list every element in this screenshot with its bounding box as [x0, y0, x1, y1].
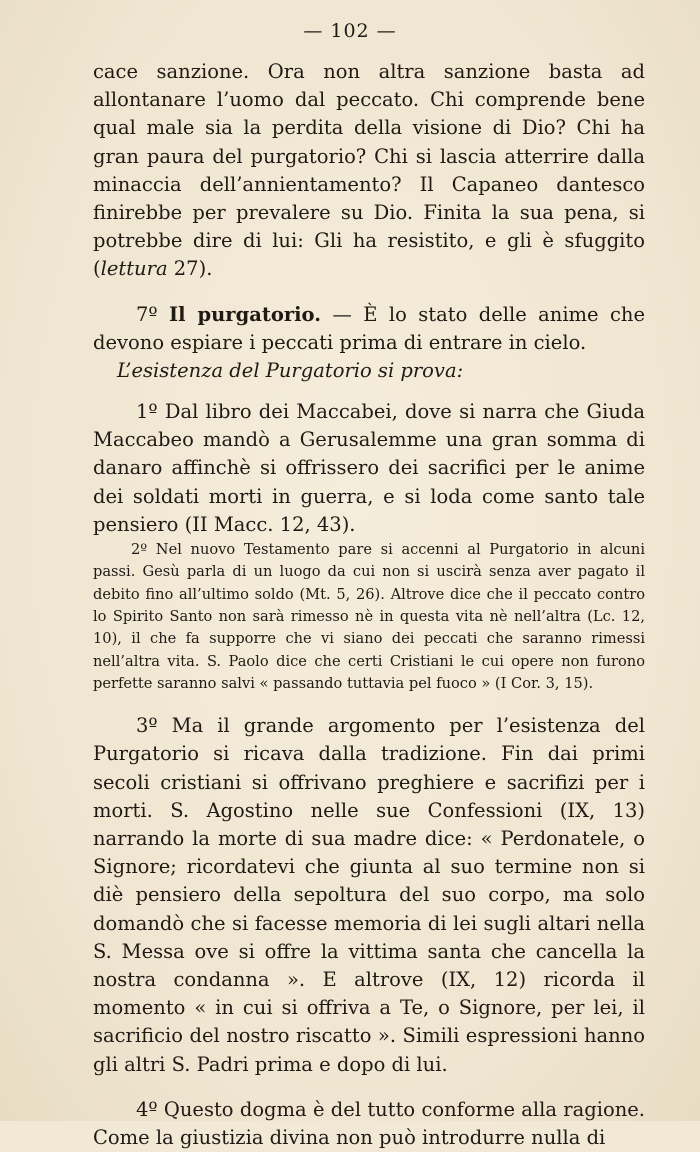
paragraph-purgatorio: [93, 301, 645, 357]
paragraph-point-1: 1º Dal libro dei Maccabei, dove si narra che Giuda Maccabeo mandò a Gerusalemme una gran somma di danaro affinchè si offrissero dei sacrifici per le anime dei soldati morti in guerra, e si loda come santo tale pensiero (II Macc. 12, 43).: [93, 400, 645, 536]
reading-reference: lettura: [100, 257, 168, 281]
page-body: [93, 58, 645, 1152]
paragraph-text: cace sanzione. Ora non altra sanzione basta ad allontanare l’uomo dal peccato. Chi comprende bene qual male sia la perdita della visione di Dio? Chi ha gran paura del purgatorio? Chi si lascia atterrire dalla minaccia dell’annientamento? Il Capaneo dantesco finirebbe per prevalere su Dio. Finita la sua pena, si potrebbe dire di lui: Gli ha resistito, e gli è sfuggito (: [93, 60, 645, 281]
paragraph-point-4: 4º Questo dogma è del tutto conforme alla ragione. Come la giustizia divina non può introdurre nulla di: [93, 1097, 645, 1149]
section-definition: — È lo stato delle anime che devono espiare i peccati prima di entrare in cielo.: [93, 302, 646, 354]
section-title: Il purgatorio.: [168, 302, 321, 326]
section-number: 7º: [136, 302, 158, 326]
paragraph-point-3: 3º Ma il grande argomento per l’esistenza del Purgatorio si ricava dalla tradizione. Fin dai primi secoli cristiani si offrivano preghiere e sacrifizi per i morti. S. Agostino nelle sue Confessioni (IX, 13) narrando la morte di sua madre dice: « Perdonatele, o Signore; ricordatevi che giunta al suo termine non si diè pensiero della sepoltura del suo corpo, ma solo domandò che si facesse memoria di lei sugli altari nella S. Messa ove si offre la vittima santa che cancella la nostra condanna ». E altrove (IX, 12) ricorda il momento « in cui si offriva a Te, o Signore, per lei, il sacrificio del nostro riscatto ». Simili espressioni hanno gli altri S. Padri prima e dopo di lui.: [93, 714, 645, 1076]
subheading: L’esistenza del Purgatorio si prova:: [117, 359, 464, 383]
page-number: — 102 —: [303, 20, 397, 42]
paragraph-text-end: 27).: [167, 257, 213, 281]
paragraph-point-2-small: 2º Nel nuovo Testamento pare si accenni al Purgatorio in alcuni passi. Gesù parla di un luogo da cui non si uscirà senza aver pagato il debito fino all’ultimo soldo (Mt. 5, 26). Altrove dice che il peccato contro lo Spirito Santo non sarà rimesso nè in questa vita nè nell’altra (Lc. 12, 10), il che fa supporre che vi siano dei peccati che saranno rimessi nell’altra vita. S. Paolo dice che certi Cristiani le cui opere non furono perfette saranno salvi « passando tuttavia pel fuoco » (I Cor. 3, 15).: [93, 541, 645, 692]
paragraph-continuation: [93, 58, 645, 284]
